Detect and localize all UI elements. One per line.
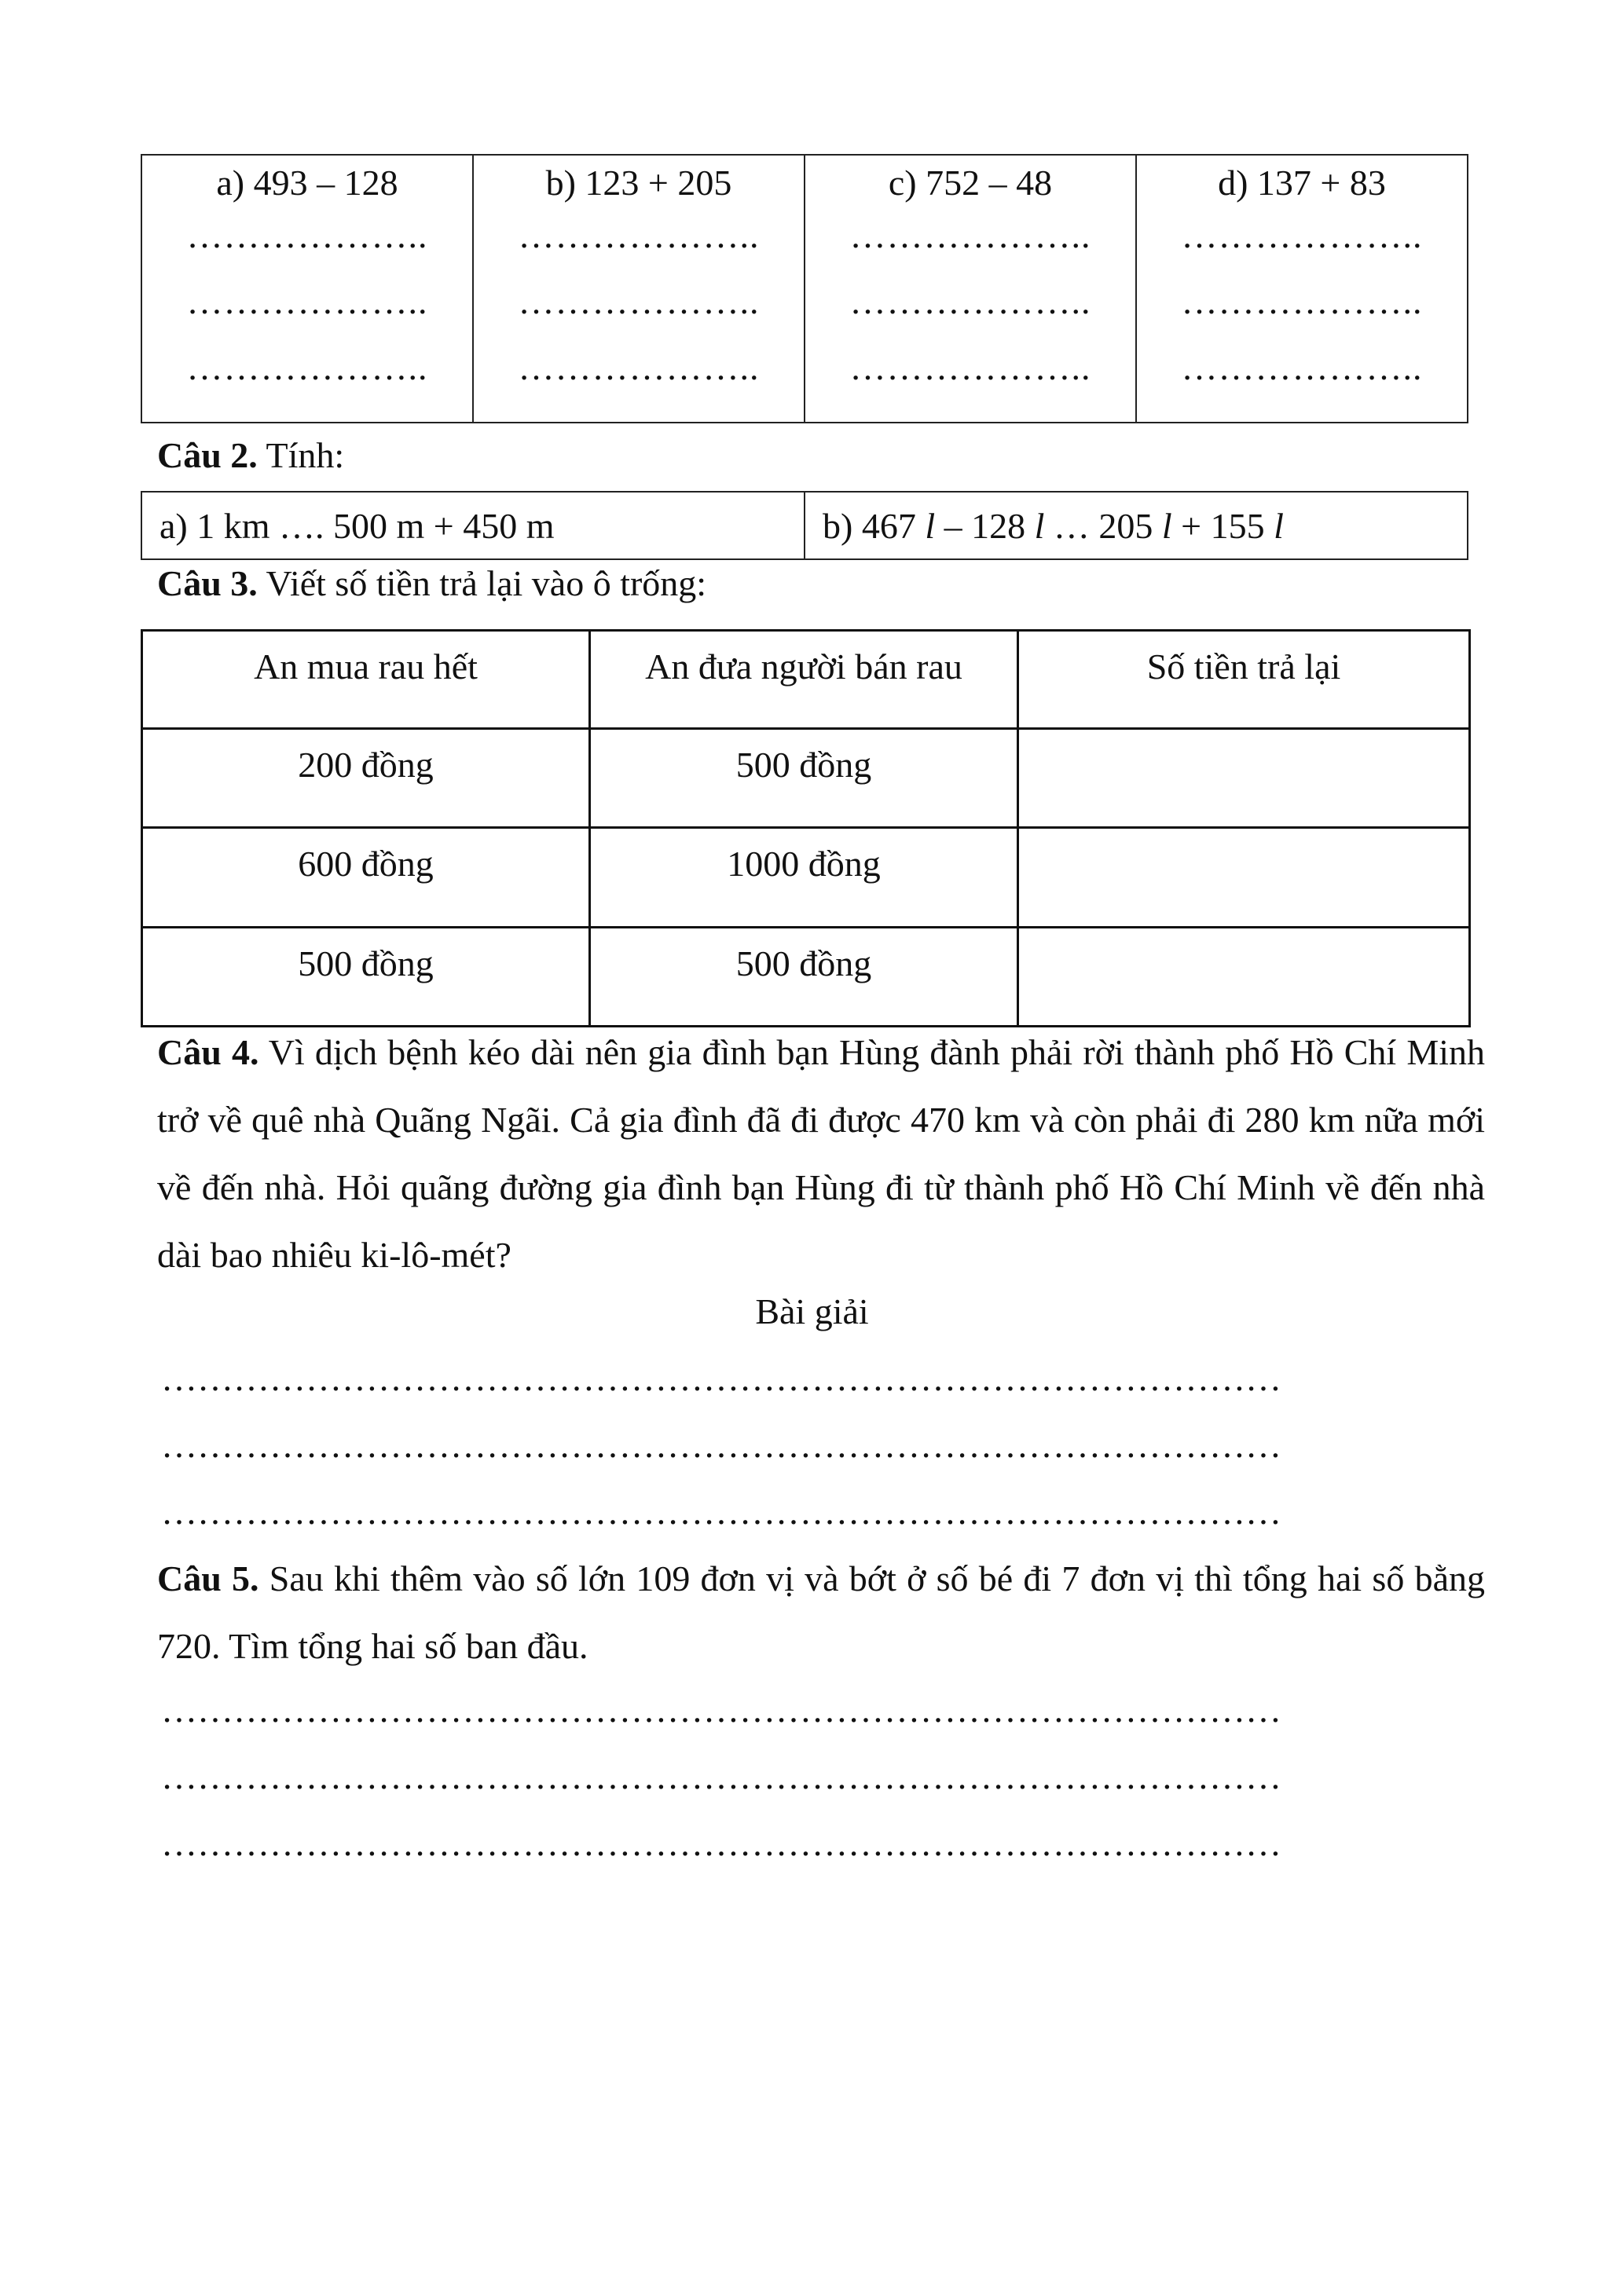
answer-dots[interactable]: ……………….. bbox=[186, 215, 428, 255]
compare-cell-b[interactable]: b) 467 l – 128 l … 205 l + 155 l bbox=[805, 492, 1468, 559]
solution-title: Bài giải bbox=[755, 1291, 869, 1331]
table-cell: 1000 đồng bbox=[590, 828, 1018, 928]
question-text: Sau khi thêm vào số lớn 109 đơn vị và bớt ở số bé đi 7 đơn vị thì tổng hai số bằng 720. Tìm tổng hai số ban đầu. bbox=[157, 1558, 1485, 1666]
question-2-heading bbox=[157, 436, 344, 475]
table-cell: 200 đồng bbox=[142, 729, 590, 828]
compare-table bbox=[141, 491, 1468, 560]
answer-line[interactable]: ………………………………………………………………………………… bbox=[161, 1690, 1281, 1730]
answer-dots[interactable]: ……………….. bbox=[186, 281, 428, 321]
answer-dots[interactable]: ……………….. bbox=[1181, 281, 1423, 321]
answer-dots[interactable]: ……………….. bbox=[849, 281, 1091, 321]
calc-cell-b bbox=[473, 155, 805, 423]
question-label: Câu 4. bbox=[157, 1032, 259, 1072]
table-header: Số tiền trả lại bbox=[1018, 631, 1470, 729]
answer-line[interactable]: ………………………………………………………………………………… bbox=[161, 1426, 1281, 1465]
answer-dots[interactable]: ……………….. bbox=[1181, 347, 1423, 387]
question-label: Câu 5. bbox=[157, 1558, 259, 1598]
question-5 bbox=[157, 1545, 1485, 1680]
question-text: Viết số tiền trả lại vào ô trống: bbox=[257, 563, 707, 603]
calc-label: b) 123 + 205 bbox=[545, 163, 732, 203]
answer-cell[interactable] bbox=[1018, 828, 1470, 928]
answer-dots[interactable]: ……………….. bbox=[186, 347, 428, 387]
answer-cell[interactable] bbox=[1018, 928, 1470, 1027]
table-header: An mua rau hết bbox=[142, 631, 590, 729]
calc-cell-a bbox=[141, 155, 473, 423]
question-3-heading bbox=[157, 564, 706, 603]
calc-label: d) 137 + 83 bbox=[1218, 163, 1386, 203]
table-cell: 500 đồng bbox=[142, 928, 590, 1027]
answer-line[interactable]: ………………………………………………………………………………… bbox=[161, 1757, 1281, 1796]
question-label: Câu 2. bbox=[157, 435, 258, 475]
table-cell: 500 đồng bbox=[590, 729, 1018, 828]
calc-cell-d bbox=[1136, 155, 1468, 423]
answer-line[interactable]: ………………………………………………………………………………… bbox=[161, 1359, 1281, 1398]
question-text: Vì dịch bệnh kéo dài nên gia đình bạn Hùng đành phải rời thành phố Hồ Chí Minh trở về quê nhà Quãng Ngãi. Cả gia đình đã đi được 470 km và còn phải đi 280 km nữa mới về đến nhà. Hỏi quãng đường gia đình bạn Hùng đi từ thành phố Hồ Chí Minh về đến nhà dài bao nhiêu ki-lô-mét? bbox=[157, 1032, 1485, 1275]
calculation-table bbox=[141, 154, 1468, 423]
calc-label: a) 493 – 128 bbox=[216, 163, 398, 203]
answer-dots[interactable]: ……………….. bbox=[849, 215, 1091, 255]
compare-cell-a[interactable]: a) 1 km …. 500 m + 450 m bbox=[141, 492, 805, 559]
question-label: Câu 3. bbox=[157, 563, 258, 603]
table-cell: 500 đồng bbox=[590, 928, 1018, 1027]
table-header: An đưa người bán rau bbox=[590, 631, 1018, 729]
answer-dots[interactable]: ……………….. bbox=[849, 347, 1091, 387]
question-text: Tính: bbox=[257, 435, 345, 475]
answer-dots[interactable]: ……………….. bbox=[1181, 215, 1423, 255]
change-table bbox=[141, 629, 1471, 1027]
answer-cell[interactable] bbox=[1018, 729, 1470, 828]
answer-line[interactable]: ………………………………………………………………………………… bbox=[161, 1824, 1281, 1863]
answer-dots[interactable]: ……………….. bbox=[518, 215, 760, 255]
calc-label: c) 752 – 48 bbox=[888, 163, 1053, 203]
calc-cell-c bbox=[805, 155, 1136, 423]
answer-dots[interactable]: ……………….. bbox=[518, 347, 760, 387]
answer-line[interactable]: ………………………………………………………………………………… bbox=[161, 1492, 1281, 1532]
table-cell: 600 đồng bbox=[142, 828, 590, 928]
answer-dots[interactable]: ……………….. bbox=[518, 281, 760, 321]
question-4 bbox=[157, 1019, 1485, 1289]
